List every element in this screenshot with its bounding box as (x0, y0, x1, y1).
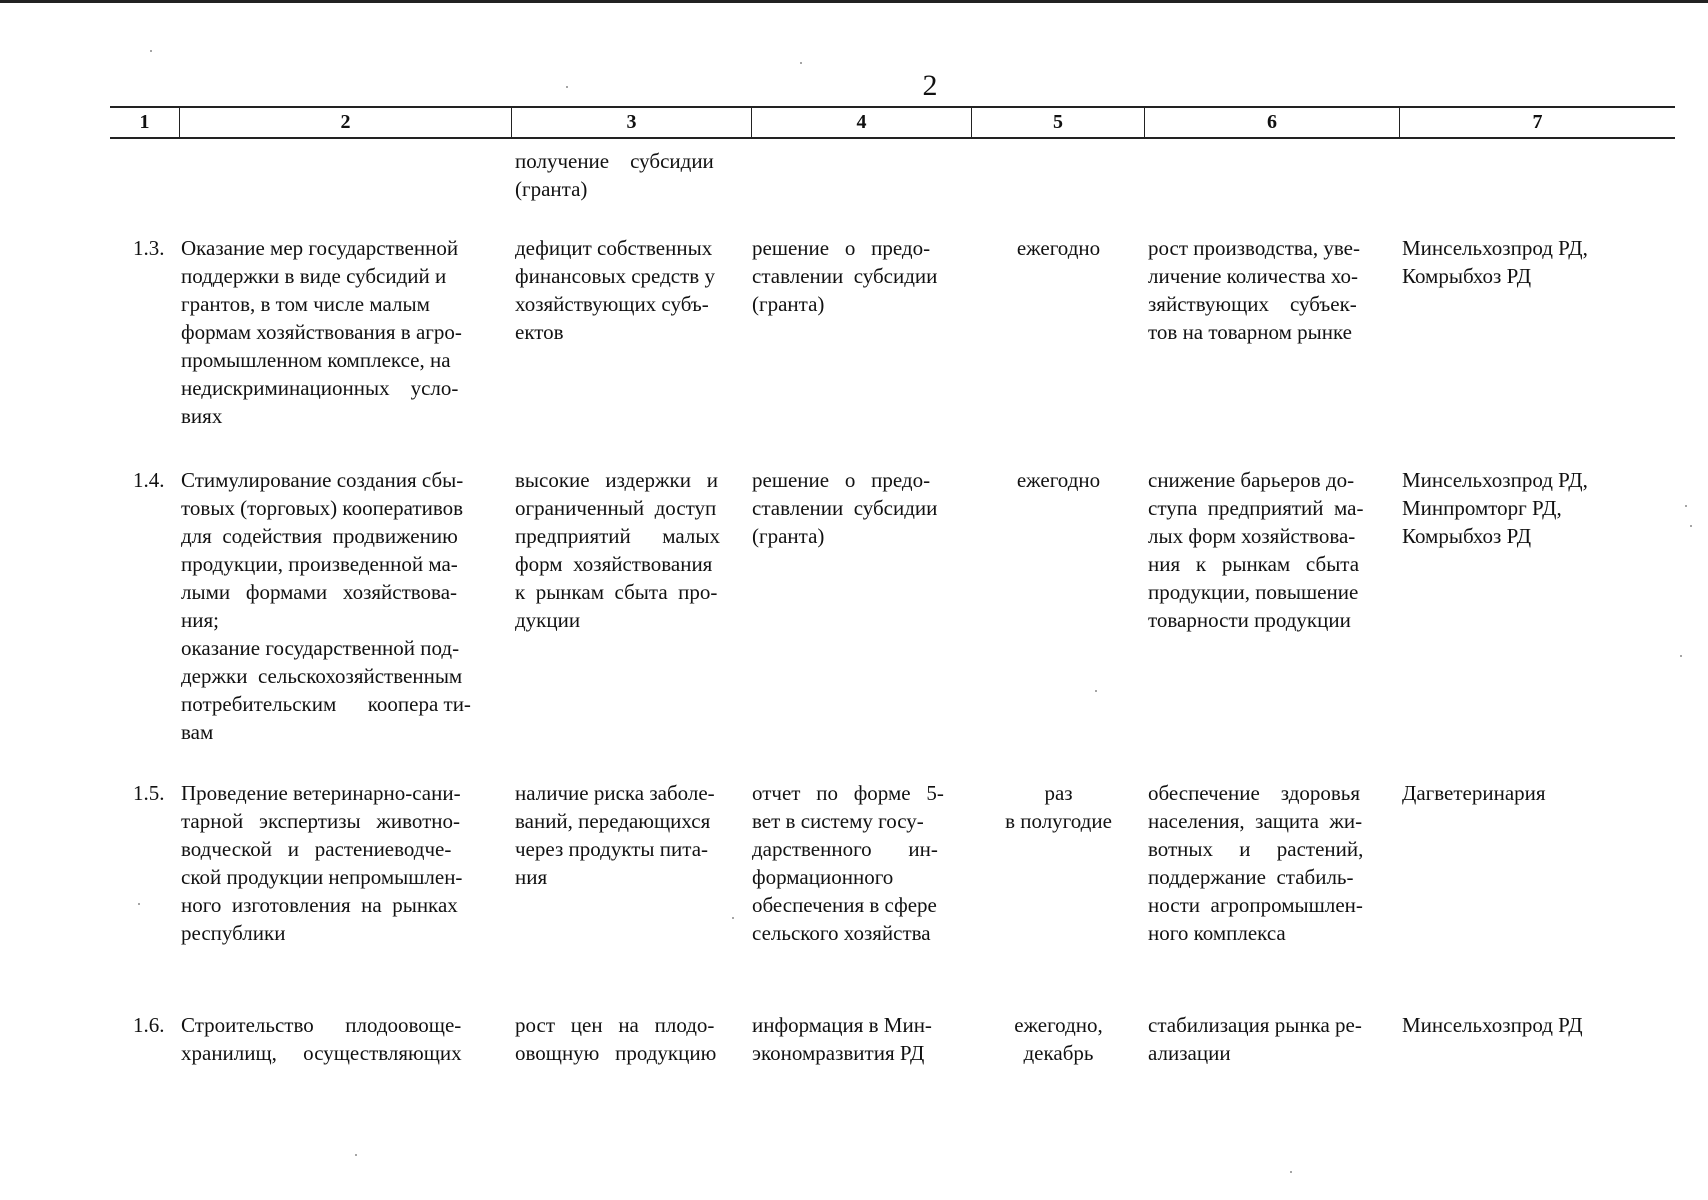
row-number: 1.6. (133, 1013, 165, 1037)
scan-speck (1685, 505, 1687, 507)
result-cell: стабилизация рынка ре- ализации (1148, 1013, 1362, 1065)
scan-speck (1095, 690, 1097, 692)
responsible-cell: Минсельхозпрод РД, Минпромторг РД, Комрыбхоз РД (1402, 468, 1588, 548)
scan-speck (355, 1154, 357, 1156)
scan-speck (800, 62, 802, 64)
deadline-cell: раз в полугодие (1005, 781, 1112, 833)
form-cell: информация в Мин- экономразвития РД (752, 1013, 932, 1065)
measure-cell: Оказание мер государственной поддержки в виде субсидий и грантов, в том числе малым формам хозяйствования в агро- промышленном комплексе, на недискриминационных усло- виях (181, 236, 462, 428)
page-number: 2 (922, 69, 938, 102)
scan-speck (150, 50, 152, 52)
scan-speck (732, 917, 734, 919)
deadline-cell: ежегодно (1016, 236, 1101, 260)
row-number: 1.5. (133, 781, 165, 805)
column-header-5: 5 (972, 108, 1145, 137)
problem-cell: высокие издержки и ограниченный доступ предприятий малых форм хозяйствования к рынкам сбыта про- дукции (515, 468, 720, 632)
column-header-4: 4 (752, 108, 972, 137)
column-header-6: 6 (1145, 108, 1400, 137)
continuation-cell: получение субсидии (гранта) (515, 149, 714, 201)
row-number: 1.3. (133, 236, 165, 260)
scan-top-edge (0, 0, 1708, 3)
deadline-cell: ежегодно, декабрь (1014, 1013, 1103, 1065)
scan-speck (566, 86, 568, 88)
measure-cell: Строительство плодоовоще- хранилищ, осуществляющих (181, 1013, 462, 1065)
deadline-cell: ежегодно (1016, 468, 1101, 492)
problem-cell: наличие риска заболе- ваний, передающихся через продукты пита- ния (515, 781, 715, 889)
measure-cell: Проведение ветеринарно-сани- тарной экспертизы животно- водческой и растениеводче- ской продукции непромышлен- ного изготовления на рынках республики (181, 781, 463, 945)
form-cell: решение о предо- ставлении субсидии (гранта) (752, 468, 938, 548)
scan-speck (1290, 1171, 1292, 1173)
measure-cell: Стимулирование создания сбы- товых (торговых) кооперативов для содействия продвижению продукции, произведенной ма- лыми формами хозяйствова- ния; оказание государственной под- держки сельскохозяйственным потребительским коопера ти- вам (181, 468, 471, 744)
form-cell: решение о предо- ставлении субсидии (гранта) (752, 236, 938, 316)
column-header-1: 1 (110, 108, 180, 137)
form-cell: отчет по форме 5- вет в систему госу- дарственного ин- формационного обеспечения в сфере сельского хозяйства (752, 781, 944, 945)
result-cell: обеспечение здоровья населения, защита жи- вотных и растений, поддержание стабиль- ности агропромышлен- ного комплекса (1148, 781, 1364, 945)
problem-cell: дефицит собственных финансовых средств у хозяйствующих субъ- ектов (515, 236, 715, 344)
scan-speck (1690, 525, 1692, 527)
responsible-cell: Минсельхозпрод РД, Комрыбхоз РД (1402, 236, 1588, 288)
scan-speck (138, 903, 140, 905)
column-header-7: 7 (1532, 111, 1543, 133)
responsible-cell: Дагветеринария (1402, 781, 1546, 805)
responsible-cell: Минсельхозпрод РД (1402, 1013, 1583, 1037)
result-cell: снижение барьеров до- ступа предприятий ма- лых форм хозяйствова- ния к рынкам сбыта продукции, повышение товарности продукции (1148, 468, 1364, 632)
problem-cell: рост цен на плодо- овощную продукцию (515, 1013, 717, 1065)
result-cell: рост производства, уве- личение количества хо- зяйствующих субъек- тов на товарном рынке (1148, 236, 1360, 344)
scan-speck (1680, 655, 1682, 657)
column-header-3: 3 (512, 108, 752, 137)
table-header-row (110, 106, 1675, 139)
row-number: 1.4. (133, 468, 165, 492)
column-header-2: 2 (180, 108, 512, 137)
